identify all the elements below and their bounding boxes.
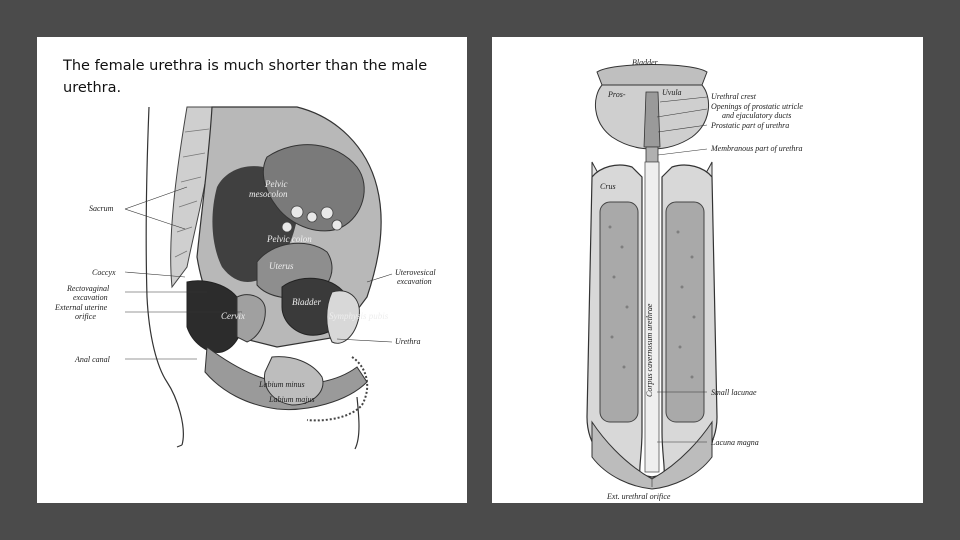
label-openings-2: and ejaculatory ducts (722, 111, 792, 120)
label-ext-urethral-orifice: Ext. urethral orifice (607, 492, 671, 501)
label-small-lacunae: Small lacunae (711, 388, 757, 397)
label-bladder: Bladder (632, 58, 658, 67)
corpus-cavernosum-left (600, 202, 638, 422)
label-rectovaginal-2: excavation (73, 293, 108, 302)
label-labium-minus: Labium minus (259, 380, 305, 389)
label-labium-majus: Labium majus (269, 395, 315, 404)
label-lacuna-magna: Lacuna magna (711, 438, 759, 447)
female-anatomy-panel (37, 37, 467, 503)
label-ext-uterine-2: orifice (75, 312, 96, 321)
label-uterovesical-1: Uterovesical (395, 268, 436, 277)
male-urethra-illustration (492, 37, 923, 503)
male-anatomy-panel (492, 37, 923, 503)
label-symphysis: Symphysis pubis (329, 311, 389, 321)
label-pelvic-colon: Pelvic colon (267, 234, 312, 244)
label-uterovesical-2: excavation (397, 277, 432, 286)
thigh-outline (177, 445, 182, 447)
female-pelvis-illustration (37, 37, 467, 503)
prostatic-urethra (644, 92, 660, 147)
label-uvula: Uvula (662, 88, 682, 97)
label-cervix: Cervix (221, 311, 245, 321)
bladder-neck (597, 65, 707, 86)
label-prostatic-part: Prostatic part of urethra (711, 121, 790, 130)
label-prostate: Pros- (608, 90, 626, 99)
label-uterus: Uterus (269, 261, 294, 271)
label-corpus-cavernosum-urethrae: Corpus cavernosum urethrae (645, 303, 654, 397)
label-coccyx: Coccyx (92, 268, 116, 277)
label-urethral-crest: Urethral crest (711, 92, 756, 101)
corpus-cavernosum-right (666, 202, 704, 422)
label-membranous-part: Membranous part of urethra (711, 144, 803, 153)
label-rectovaginal-1: Rectovaginal (67, 284, 110, 293)
label-ext-uterine-1: External uterine (55, 303, 108, 312)
caption-text: The female urethra is much shorter than the male urethra. (63, 58, 428, 96)
label-openings-1: Openings of prostatic utricle (711, 102, 803, 111)
label-anal-canal: Anal canal (75, 355, 110, 364)
label-pelvic-mesocolon-2: mesocolon (249, 189, 288, 199)
membranous-urethra (646, 147, 658, 162)
label-sacrum: Sacrum (89, 204, 114, 213)
label-bladder: Bladder (292, 297, 321, 307)
label-pelvic-mesocolon-1: Pelvic (265, 179, 288, 189)
thigh-line (355, 397, 359, 449)
label-crus: Crus (600, 182, 616, 191)
label-urethra: Urethra (395, 337, 421, 346)
